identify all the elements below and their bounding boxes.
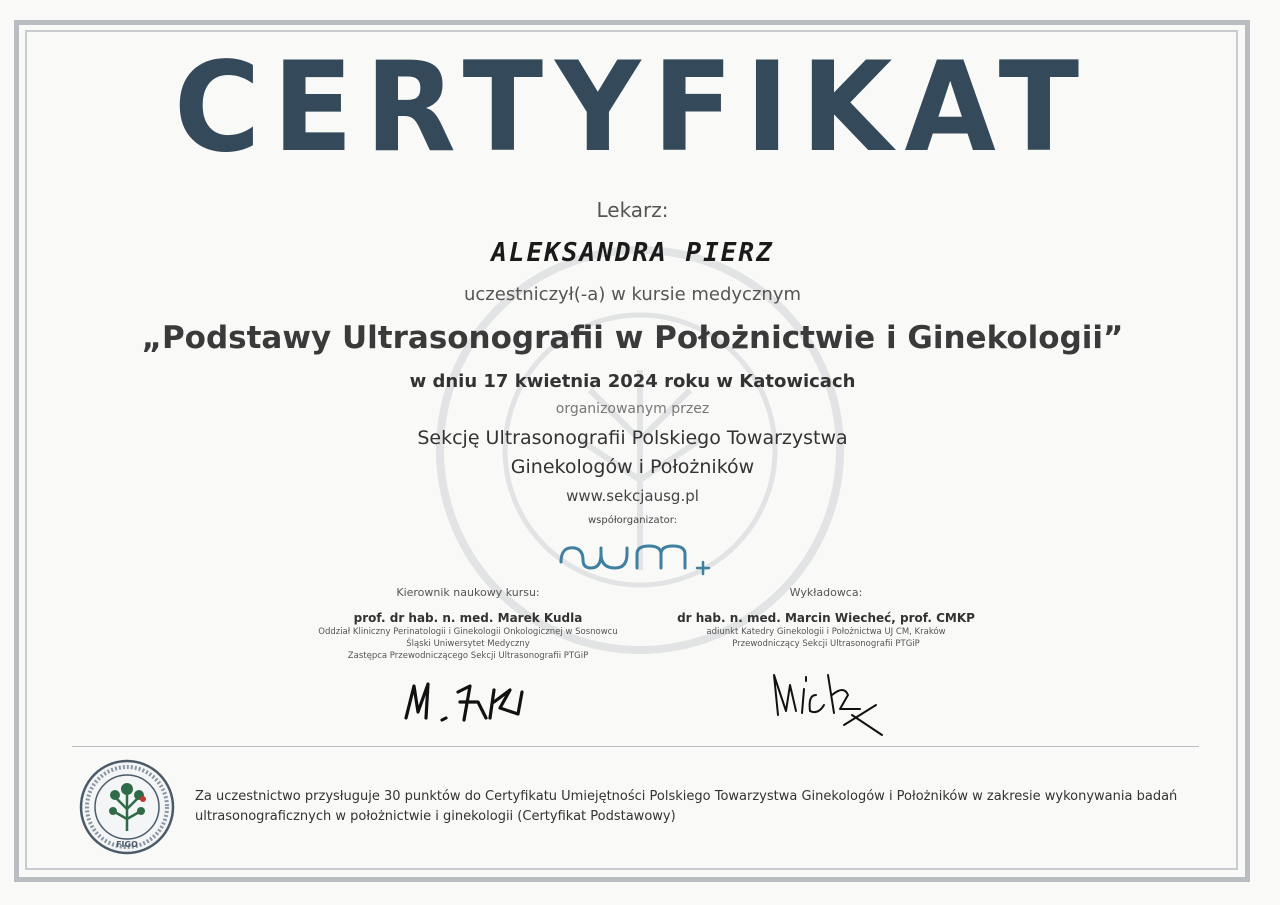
scientific-director-position: Zastępca Przewodniczącego Sekcji Ultrasonografii PTGiP [347,651,589,661]
certificate-title: CERTYFIKAT [173,34,1092,180]
sum-logo [553,532,723,578]
left-signature [398,672,548,732]
recipient-name: ALEKSANDRA PIERZ [491,238,774,268]
scientific-director-affiliation: Oddział Kliniczny Perinatologii i Ginekologii Onkologicznej w Sosnowcu [318,627,618,637]
course-title: „Podstawy Ultrasonografii w Położnictwie i Ginekologii” [141,320,1124,356]
lecturer-role: Wykładowca: [789,586,863,599]
right-signature [764,655,894,741]
scientific-director-role: Kierownik naukowy kursu: [396,586,540,599]
scientific-director-name: prof. dr hab. n. med. Marek Kudla [353,611,583,625]
participation-text: uczestniczył(-a) w kursie medycznym [464,284,801,305]
organizer-line-2: Ginekologów i Położników [510,456,755,478]
footer-points-note [195,787,1185,827]
organizer-website: www.sekcjausg.pl [566,487,699,505]
recipient-label: Lekarz: [596,198,669,222]
footer-line-2: ultrasonograficznych w położnictwie i ginekologii (Certyfikat Podstawowy) [195,809,676,824]
footer-divider [72,746,1199,747]
lecturer-name: dr hab. n. med. Marcin Wiecheć, prof. CMKP [677,611,975,625]
lecturer-position: Przewodniczący Sekcji Ultrasonografii PTGiP [732,639,920,649]
coorganizer-label: współorganizator: [587,515,678,526]
course-date-location: w dniu 17 kwietnia 2024 roku w Katowicach [409,371,856,392]
svg-text:FIGO: FIGO [116,840,138,849]
ptgip-figo-seal [75,757,180,857]
organizer-line-1: Sekcję Ultrasonografii Polskiego Towarzystwa [417,427,848,449]
lecturer-affiliation: adiunkt Katedry Ginekologii i Położnictwa UJ CM, Kraków [706,627,946,637]
scientific-director-university: Śląski Uniwersytet Medyczny [406,639,530,649]
organized-by-label: organizowanym przez [555,401,710,417]
footer-line-1: Za uczestnictwo przysługuje 30 punktów do Certyfikatu Umiejętności Polskiego Towarzystwa Ginekologów i Położników w zakresie wykonywania badań [195,789,1178,804]
